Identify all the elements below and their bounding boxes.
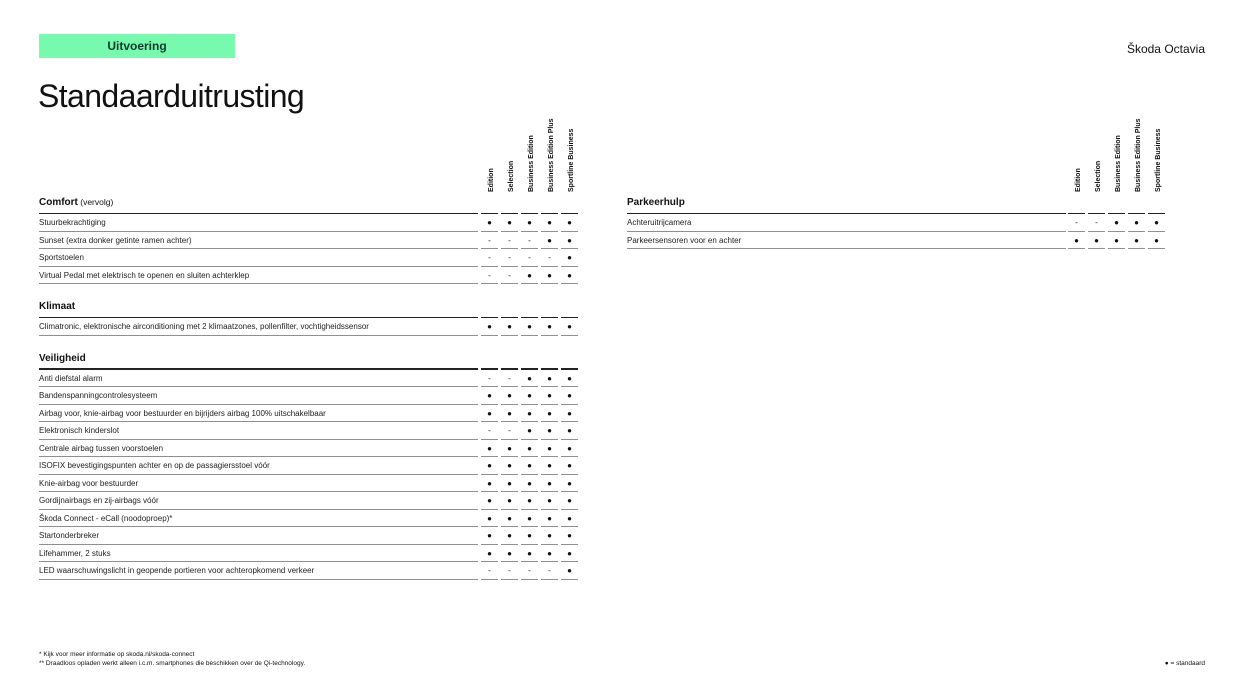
- column-header: [521, 112, 541, 192]
- standard-dot: ●: [547, 391, 552, 401]
- standard-dot: ●: [547, 235, 552, 245]
- standard-dot: ●: [487, 443, 492, 453]
- section-badge: [39, 34, 235, 58]
- row-divider: [39, 335, 478, 336]
- standard-dot: ●: [487, 218, 492, 228]
- column-header: [1128, 112, 1148, 192]
- feature-label: Knie-airbag voor bestuurder: [39, 478, 139, 488]
- column-header: [561, 112, 581, 192]
- standard-dot: ●: [487, 391, 492, 401]
- table-row: [39, 405, 581, 423]
- not-available-dash: -: [488, 566, 491, 576]
- section-title: [627, 197, 685, 208]
- standard-dot: ●: [567, 531, 572, 541]
- standard-dot: ●: [507, 548, 512, 558]
- standard-dot: ●: [527, 496, 532, 506]
- column-header: [1148, 112, 1168, 192]
- column-headers-right: [627, 112, 1168, 192]
- cell-divider: [481, 579, 498, 580]
- standard-dot: ●: [487, 496, 492, 506]
- column-header: [1068, 112, 1088, 192]
- table-row: [39, 510, 581, 528]
- column-header-label: Edition: [1075, 168, 1082, 192]
- feature-label: Airbag voor, knie-airbag voor bestuurder en bijrijders airbag 100% uitschakelbaar: [39, 408, 326, 418]
- table-row: [39, 457, 581, 475]
- column-header: [501, 112, 521, 192]
- standard-dot: ●: [567, 513, 572, 523]
- column-header-label: Business Edition: [528, 135, 535, 192]
- standard-dot: ●: [567, 548, 572, 558]
- table-row: [39, 475, 581, 493]
- table-row: [39, 249, 581, 267]
- not-available-dash: -: [508, 270, 511, 280]
- not-available-dash: -: [528, 253, 531, 263]
- column-header: [1088, 112, 1108, 192]
- section-subtitle: (vervolg): [77, 197, 114, 207]
- standard-dot: ●: [527, 408, 532, 418]
- standard-dot: ●: [507, 461, 512, 471]
- cell-divider: [501, 283, 518, 284]
- cell-divider: [481, 283, 498, 284]
- not-available-dash: -: [508, 253, 511, 263]
- section: [39, 301, 581, 336]
- cell-divider: [561, 579, 578, 580]
- not-available-dash: -: [1075, 218, 1078, 228]
- table-row: [39, 422, 581, 440]
- standard-dot: ●: [507, 443, 512, 453]
- standard-dot: ●: [567, 270, 572, 280]
- standard-dot: ●: [487, 322, 492, 332]
- standard-dot: ●: [487, 513, 492, 523]
- standard-dot: ●: [567, 218, 572, 228]
- section-header: [627, 197, 1168, 214]
- standard-dot: ●: [507, 322, 512, 332]
- cell-divider: [521, 335, 538, 336]
- standard-dot: ●: [547, 513, 552, 523]
- column-header: [1108, 112, 1128, 192]
- table-row: [39, 545, 581, 563]
- standard-dot: ●: [527, 373, 532, 383]
- footnotes: [39, 650, 305, 668]
- cell-divider: [481, 335, 498, 336]
- feature-label: Centrale airbag tussen voorstoelen: [39, 443, 164, 453]
- standard-dot: ●: [527, 218, 532, 228]
- row-divider: [39, 283, 478, 284]
- standard-dot: ●: [507, 496, 512, 506]
- not-available-dash: -: [508, 373, 511, 383]
- standard-dot: ●: [547, 478, 552, 488]
- section-header: [39, 353, 581, 370]
- standard-dot: ●: [507, 478, 512, 488]
- standard-dot: ●: [527, 461, 532, 471]
- cell-divider: [521, 579, 538, 580]
- standard-dot: ●: [527, 513, 532, 523]
- table-row: [627, 214, 1168, 232]
- column-header-label: Business Edition Plus: [1135, 118, 1142, 192]
- page-title: Standaarduitrusting: [38, 78, 305, 114]
- section-title-text: Klimaat: [39, 301, 76, 312]
- standard-dot: ●: [547, 548, 552, 558]
- standard-dot: ●: [487, 548, 492, 558]
- standard-dot: ●: [1114, 235, 1119, 245]
- standard-dot: ●: [507, 391, 512, 401]
- section-title-text: Comfort: [39, 197, 78, 208]
- standard-dot: ●: [507, 218, 512, 228]
- not-available-dash: -: [508, 235, 511, 245]
- feature-label: Parkeersensoren voor en achter: [627, 235, 742, 245]
- column-header: [541, 112, 561, 192]
- footnote: ** Draadloos opladen werkt alleen i.c.m. smartphones die beschikken over de Qi-technology.: [39, 660, 306, 667]
- standard-dot: ●: [527, 548, 532, 558]
- column-header-label: Sportline Business: [568, 128, 575, 192]
- standard-dot: ●: [547, 531, 552, 541]
- feature-label: Startonderbreker: [39, 531, 100, 540]
- cell-divider: [501, 335, 518, 336]
- standard-dot: ●: [527, 426, 532, 436]
- standard-dot: ●: [487, 408, 492, 418]
- row-divider: [627, 248, 1066, 249]
- cell-divider: [1088, 248, 1105, 249]
- standard-dot: ●: [547, 461, 552, 471]
- cell-divider: [1108, 248, 1125, 249]
- brand-label: Škoda Octavia: [1126, 42, 1205, 56]
- column-header-label: Sportline Business: [1155, 128, 1162, 192]
- standard-dot: ●: [1134, 218, 1139, 228]
- feature-label: Virtual Pedal met elektrisch te openen en sluiten achterklep: [39, 270, 250, 280]
- legend: ● = standaard: [1164, 660, 1205, 667]
- cell-divider: [541, 335, 558, 336]
- standard-dot: ●: [567, 496, 572, 506]
- standard-dot: ●: [567, 478, 572, 488]
- not-available-dash: -: [488, 270, 491, 280]
- feature-label: Achteruitrijcamera: [627, 218, 692, 227]
- standard-dot: ●: [1074, 235, 1079, 245]
- table-row: [39, 440, 581, 458]
- standard-dot: ●: [1154, 218, 1159, 228]
- standard-dot: ●: [547, 408, 552, 418]
- standard-dot: ●: [567, 391, 572, 401]
- column-header-label: Business Edition Plus: [548, 118, 555, 192]
- feature-label: Elektronisch kinderslot: [39, 426, 120, 435]
- standard-dot: ●: [527, 531, 532, 541]
- feature-label: Anti diefstal alarm: [39, 373, 103, 383]
- not-available-dash: -: [548, 566, 551, 576]
- table-row: [39, 370, 581, 388]
- section-header: [39, 301, 581, 318]
- table-row: [39, 267, 581, 285]
- feature-label: LED waarschuwingslicht in geopende portieren voor achteropkomend verkeer: [39, 566, 315, 575]
- standard-dot: ●: [567, 235, 572, 245]
- cell-divider: [541, 579, 558, 580]
- table-row: [627, 232, 1168, 250]
- feature-label: Sunset (extra donker getinte ramen achter): [39, 235, 192, 245]
- cell-divider: [1148, 248, 1165, 249]
- standard-dot: ●: [507, 531, 512, 541]
- feature-label: ISOFIX bevestigingspunten achter en op de passagiersstoel vóór: [39, 461, 270, 470]
- standard-dot: ●: [487, 531, 492, 541]
- not-available-dash: -: [488, 235, 491, 245]
- standard-dot: ●: [1114, 218, 1119, 228]
- cell-divider: [561, 283, 578, 284]
- standard-dot: ●: [547, 322, 552, 332]
- column-header-label: Selection: [508, 160, 515, 192]
- column-header-label: Edition: [488, 168, 495, 192]
- standard-dot: ●: [527, 443, 532, 453]
- not-available-dash: -: [548, 253, 551, 263]
- not-available-dash: -: [528, 566, 531, 576]
- standard-dot: ●: [527, 478, 532, 488]
- standard-dot: ●: [1154, 235, 1159, 245]
- row-divider: [39, 579, 478, 580]
- not-available-dash: -: [488, 373, 491, 383]
- section-header: [39, 197, 581, 214]
- standard-dot: ●: [567, 253, 572, 263]
- feature-label: Stuurbekrachtiging: [39, 218, 106, 227]
- table-row: [39, 562, 581, 580]
- not-available-dash: -: [508, 566, 511, 576]
- cell-divider: [521, 283, 538, 284]
- standard-dot: ●: [567, 408, 572, 418]
- not-available-dash: -: [1095, 218, 1098, 228]
- section-title: [39, 197, 113, 208]
- cell-divider: [1128, 248, 1145, 249]
- section: [39, 197, 581, 284]
- table-row: [39, 232, 581, 250]
- standard-dot: ●: [507, 408, 512, 418]
- section-title-text: Veiligheid: [39, 352, 86, 364]
- feature-label: Škoda Connect - eCall (noodoproep)*: [39, 513, 173, 523]
- feature-label: Gordijnairbags en zij-airbags vóór: [39, 496, 159, 505]
- table-row: [39, 387, 581, 405]
- table-row: [39, 318, 581, 336]
- standard-dot: ●: [547, 270, 552, 280]
- standard-dot: ●: [567, 426, 572, 436]
- standard-dot: ●: [1094, 235, 1099, 245]
- table-row: [39, 214, 581, 232]
- standard-dot: ●: [567, 566, 572, 576]
- standard-dot: ●: [547, 443, 552, 453]
- standard-dot: ●: [567, 461, 572, 471]
- feature-label: Climatronic, elektronische airconditioning met 2 klimaatzones, pollenfilter, vochtigheidssensor: [39, 322, 369, 331]
- standard-dot: ●: [1134, 235, 1139, 245]
- standard-dot: ●: [507, 513, 512, 523]
- standard-dot: ●: [547, 426, 552, 436]
- section: [39, 353, 581, 580]
- standard-dot: ●: [487, 461, 492, 471]
- standard-dot: ●: [567, 322, 572, 332]
- standard-dot: ●: [527, 391, 532, 401]
- cell-divider: [501, 579, 518, 580]
- not-available-dash: -: [508, 426, 511, 436]
- feature-label: Bandenspanningcontrolesysteem: [39, 391, 158, 400]
- cell-divider: [561, 335, 578, 336]
- section-badge-label: Uitvoering: [107, 39, 167, 53]
- section-title-text: Parkeerhulp: [627, 197, 685, 208]
- standard-dot: ●: [567, 443, 572, 453]
- not-available-dash: -: [488, 253, 491, 263]
- footnote: * Kijk voor meer informatie op skoda.nl/skoda-connect: [39, 651, 195, 658]
- standard-dot: ●: [567, 373, 572, 383]
- cell-divider: [541, 283, 558, 284]
- cell-divider: [1068, 248, 1085, 249]
- section-title: [39, 301, 75, 312]
- standard-dot: ●: [527, 270, 532, 280]
- table-row: [39, 527, 581, 545]
- standard-dot: ●: [547, 373, 552, 383]
- column-header-label: Business Edition: [1115, 135, 1122, 192]
- feature-label: Sportstoelen: [39, 253, 84, 262]
- not-available-dash: -: [488, 426, 491, 436]
- table-row: [39, 492, 581, 510]
- section: [627, 197, 1168, 249]
- standard-dot: ●: [487, 478, 492, 488]
- standard-dot: ●: [547, 218, 552, 228]
- column-headers-left: [39, 112, 581, 192]
- section-title: [39, 353, 86, 364]
- standard-dot: ●: [527, 322, 532, 332]
- standard-dot: ●: [547, 496, 552, 506]
- column-header: [481, 112, 501, 192]
- feature-label: Lifehammer, 2 stuks: [39, 548, 111, 558]
- not-available-dash: -: [528, 235, 531, 245]
- column-header-label: Selection: [1095, 160, 1102, 192]
